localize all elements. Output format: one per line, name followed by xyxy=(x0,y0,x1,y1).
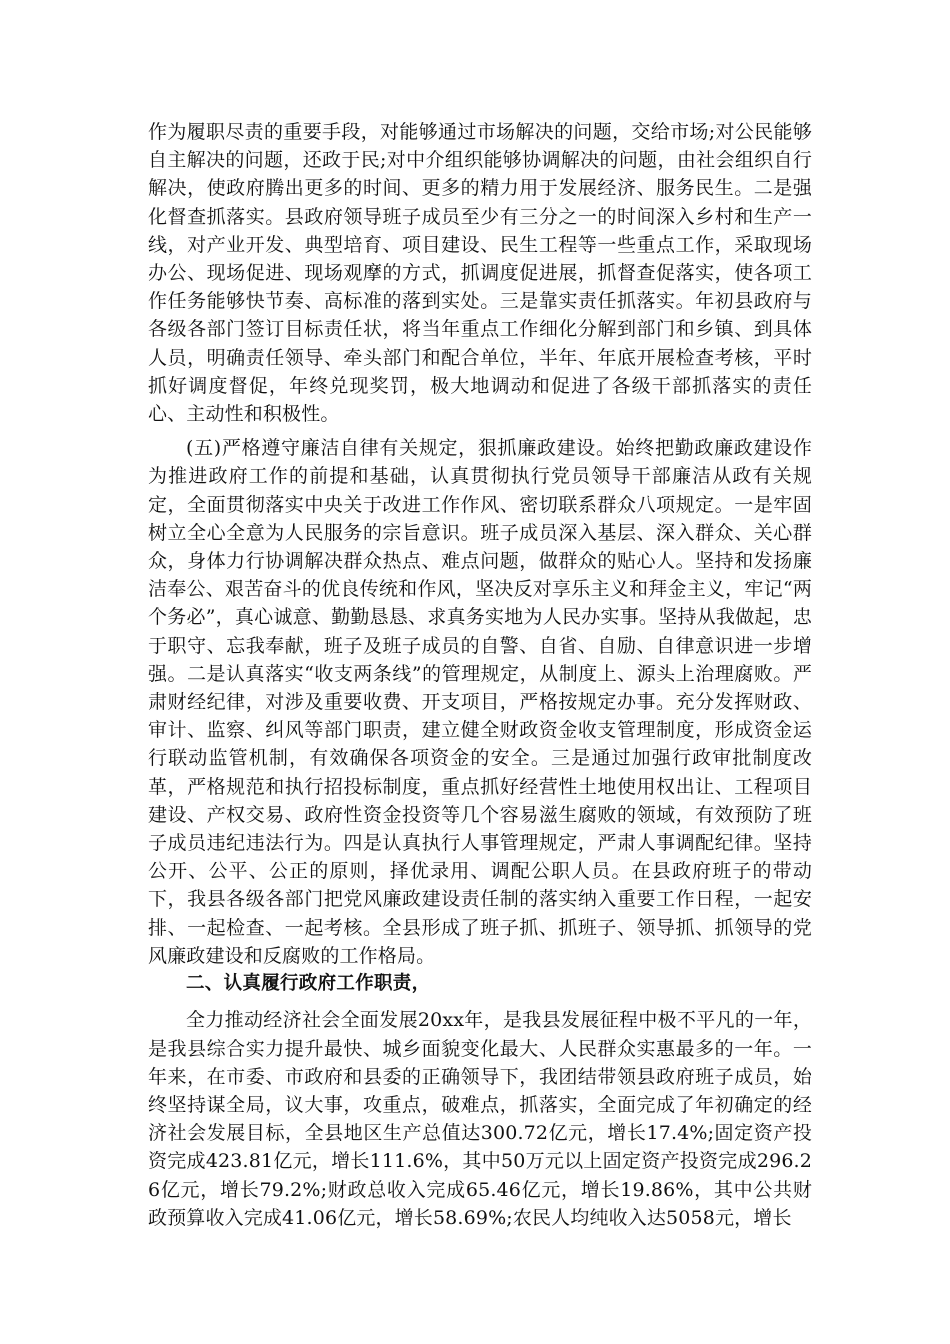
paragraph-economy: 全力推动经济社会全面发展20xx年，是我县发展征程中极不平凡的一年，是我县综合实力提升最快、城乡面貌变化最大、人民群众实惠最多的一年。一年来，在市委、市政府和县委的正确领导下，我团结带领县政府班子成员，始终坚持谋全局，议大事，攻重点，破难点，抓落实，全面完成了年初确定的经济社会发展目标，全县地区生产总值达300.72亿元，增长17.4%;固定资产投资完成423.81亿元，增长111.6%，其中50万元以上固定资产投资完成296.26亿元，增长79.2%;财政总收入完成65.46亿元，增长19.86%，其中公共财政预算收入完成41.06亿元，增长58.69%;农民人均纯收入达5058元，增长 xyxy=(148,1009,812,1229)
document-body xyxy=(148,118,812,1232)
paragraph-implementation: 作为履职尽责的重要手段，对能够通过市场解决的问题，交给市场;对公民能够自主解决的问题，还政于民;对中介组织能够协调解决的问题，由社会组织自行解决，使政府腾出更多的时间、更多的精力用于发展经济、服务民生。二是强化督查抓落实。县政府领导班子成员至少有三分之一的时间深入乡村和生产一线，对产业开发、典型培育、项目建设、民生工程等一些重点工作，采取现场办公、现场促进、现场观摩的方式，抓调度促进展，抓督查促落实，使各项工作任务能够快节奏、高标准的落到实处。三是靠实责任抓落实。年初县政府与各级各部门签订目标责任状，将当年重点工作细化分解到部门和乡镇、到具体人员，明确责任领导、牵头部门和配合单位，半年、年底开展检查考核，平时抓好调度督促，年终兑现奖罚，极大地调动和促进了各级干部抓落实的责任心、主动性和积极性。 xyxy=(148,121,812,426)
paragraph-integrity: (五)严格遵守廉洁自律有关规定，狠抓廉政建设。始终把勤政廉政建设作为推进政府工作的前提和基础，认真贯彻执行党员领导干部廉洁从政有关规定，全面贯彻落实中央关于改进工作作风、密切联系群众八项规定。一是牢固树立全心全意为人民服务的宗旨意识。班子成员深入基层、深入群众、关心群众，身体力行协调解决群众热点、难点问题，做群众的贴心人。坚持和发扬廉洁奉公、艰苦奋斗的优良传统和作风，坚决反对享乐主义和拜金主义，牢记“两个务必”，真心诚意、勤勤恳恳、求真务实地为人民办实事。坚持从我做起，忠于职守、忘我奉献，班子及班子成员的自警、自省、自励、自律意识进一步增强。二是认真落实“收支两条线”的管理规定，从制度上、源头上治理腐败。严肃财经纪律，对涉及重要收费、开支项目，严格按规定办事。充分发挥财政、审计、监察、纠风等部门职责，建立健全财政资金收支管理制度，形成资金运行联动监管机制，有效确保各项资金的安全。三是通过加强行政审批制度改革，严格规范和执行招投标制度，重点抓好经营性土地使用权出让、工程项目建设、产权交易、政府性资金投资等几个容易滋生腐败的领域，有效预防了班子成员违纪违法行为。四是认真执行人事管理规定，严肃人事调配纪律。坚持公开、公平、公正的原则，择优录用、调配公职人员。在县政府班子的带动下，我县各级各部门把党风廉政建设责任制的落实纳入重要工作日程，一起安排、一起检查、一起考核。全县形成了班子抓、抓班子、领导抓、抓领导的党风廉政建设和反腐败的工作格局。 xyxy=(148,437,812,967)
section-heading: 二、认真履行政府工作职责， xyxy=(186,973,431,995)
